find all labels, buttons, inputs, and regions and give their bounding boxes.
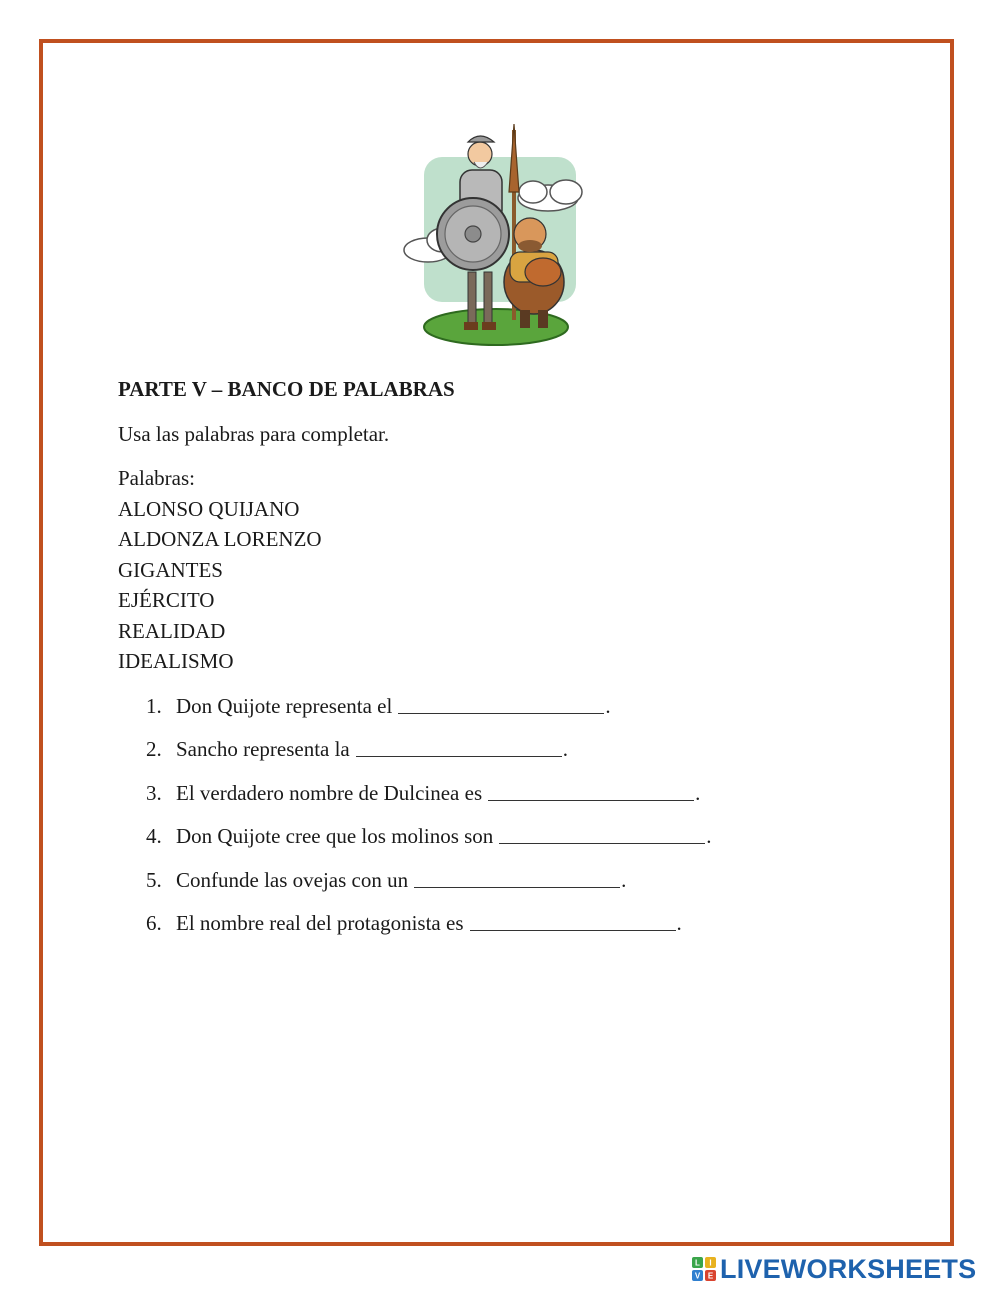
answer-blank[interactable] (414, 865, 620, 888)
answer-blank[interactable] (398, 691, 604, 714)
question-text: Don Quijote representa el (176, 693, 393, 718)
don-quijote-sancho-illustration (398, 122, 590, 354)
word-bank-item: ALONSO QUIJANO (118, 496, 300, 521)
question-item (146, 691, 898, 722)
word-bank-item: EJÉRCITO (118, 588, 215, 612)
question-item (146, 865, 898, 896)
logo-letter: E (707, 1271, 714, 1281)
question-end: . (706, 824, 712, 848)
question-text: El nombre real del protagonista es (176, 911, 464, 935)
word-bank-item: REALIDAD (118, 618, 226, 643)
question-text: El verdadero nombre de Dulcinea es (176, 780, 483, 805)
word-bank-item: ALDONZA LORENZO (118, 527, 322, 551)
answer-blank[interactable] (488, 778, 694, 801)
word-bank-list (118, 494, 898, 677)
instruction-text: Usa las palabras para completar. (118, 421, 390, 446)
question-list (118, 691, 898, 939)
question-end: . (695, 780, 701, 805)
question-number: 3. (146, 780, 162, 805)
answer-blank[interactable] (499, 821, 705, 844)
liveworksheets-brand: LIVEWORKSHEETS (720, 1253, 977, 1284)
question-end: . (605, 693, 611, 718)
question-number: 2. (146, 737, 162, 761)
question-item (146, 734, 898, 765)
question-number: 6. (146, 911, 162, 935)
question-number: 5. (146, 867, 162, 892)
question-end: . (621, 867, 627, 892)
section-title: PARTE V – BANCO DE PALABRAS (118, 377, 455, 401)
answer-blank[interactable] (470, 908, 676, 931)
question-item (146, 821, 898, 852)
word-bank-item: IDEALISMO (118, 649, 234, 673)
question-end: . (676, 911, 682, 935)
question-text: Sancho representa la (176, 737, 350, 761)
logo-letter: V (694, 1271, 701, 1281)
answer-blank[interactable] (356, 734, 562, 757)
question-item (146, 778, 898, 809)
word-bank-item: GIGANTES (118, 557, 223, 582)
question-text: Don Quijote cree que los molinos son (176, 824, 494, 848)
question-item (146, 908, 898, 939)
question-end: . (562, 737, 569, 761)
question-number: 4. (146, 824, 162, 848)
worksheet-content (118, 374, 898, 952)
question-text: Confunde las ovejas con un (176, 867, 409, 892)
logo-letter: L (695, 1258, 700, 1268)
word-bank-label: Palabras: (118, 466, 195, 490)
liveworksheets-footer[interactable] (692, 1253, 990, 1285)
logo-letter: I (709, 1258, 712, 1268)
liveworksheets-logo-icon (692, 1257, 716, 1281)
question-number: 1. (146, 693, 162, 718)
